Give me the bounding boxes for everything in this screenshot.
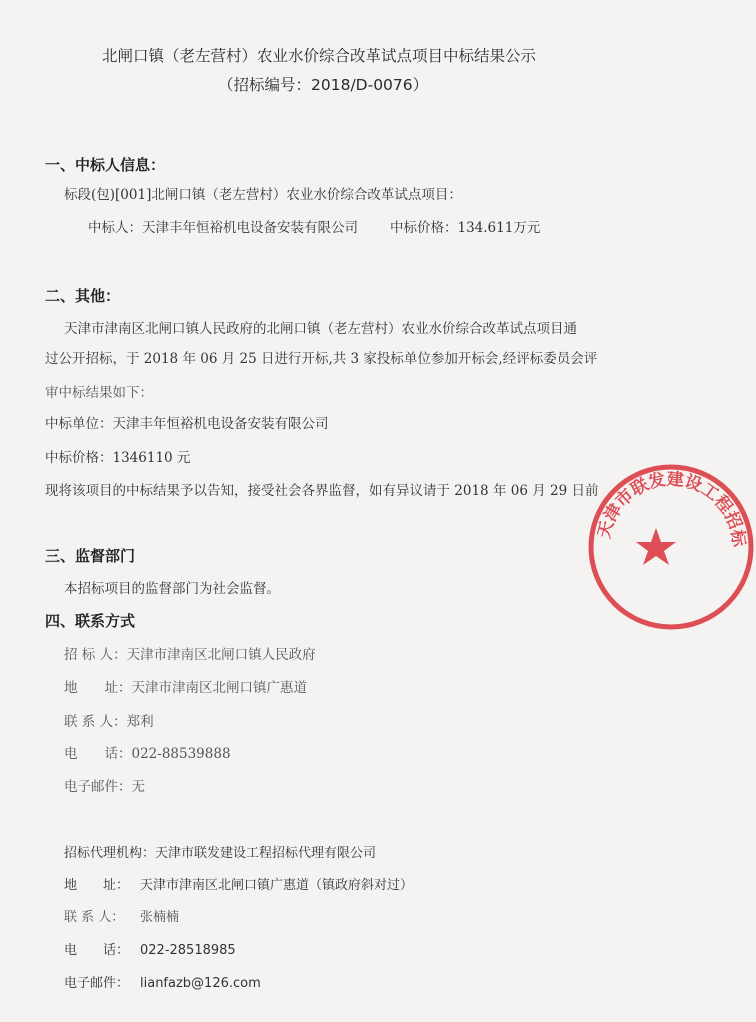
company-seal: [586, 462, 756, 632]
paragraph-line-2: 过公开招标，于 2018 年 06 月 25 日进行开标,共 3 家投标单位参加开标会,经评标委员会评: [45, 351, 598, 367]
tenderer-email: 电子邮件：无: [64, 779, 145, 795]
tenderer-name: 招 标 人：天津市津南区北闸口镇人民政府: [64, 647, 316, 663]
winning-price: 中标价格：1346110 元: [45, 450, 191, 466]
section-2-heading: 二、其他：: [45, 287, 121, 305]
agency-contact-label: 联 系 人：: [64, 910, 125, 925]
paragraph-line-3: 审中标结果如下：: [45, 385, 153, 401]
tenderer-contact: 联 系 人：郑利: [64, 714, 154, 730]
agency-address: 天津市津南区北闸口镇广惠道（镇政府斜对过）: [140, 878, 414, 893]
agency-address-label: 地 址：: [64, 878, 130, 893]
winner-name: 中标人：天津丰年恒裕机电设备安装有限公司: [88, 220, 358, 236]
winner-price: 中标价格：134.611万元: [390, 220, 541, 236]
seal-text: 天津市联发建设工程招标: [594, 469, 749, 548]
agency-contact: 张楠楠: [140, 910, 180, 925]
section-4-heading: 四、联系方式: [45, 612, 136, 630]
document-subtitle: （招标编号：2018/D-0076）: [218, 76, 429, 94]
tenderer-address: 地 址：天津市津南区北闸口镇广惠道: [64, 680, 307, 696]
agency-email: lianfazb@126.com: [140, 976, 261, 991]
supervision-text: 本招标项目的监督部门为社会监督。: [64, 581, 280, 597]
section-1-heading: 一、中标人信息：: [45, 156, 166, 174]
objection-notice: 现将该项目的中标结果予以告知，接受社会各界监督，如有异议请于 2018 年 06 月 29 日前: [45, 483, 599, 499]
agency-email-label: 电子邮件：: [64, 976, 130, 991]
seal-star-icon: [636, 528, 676, 565]
tenderer-phone: 电 话：022-88539888: [64, 746, 231, 762]
agency-phone: 022-28518985: [140, 943, 236, 958]
paragraph-line-1: 天津市津南区北闸口镇人民政府的北闸口镇（老左营村）农业水价综合改革试点项目通: [64, 321, 577, 337]
winning-unit: 中标单位：天津丰年恒裕机电设备安装有限公司: [45, 416, 329, 432]
seal-ring: [591, 467, 751, 627]
agency-phone-label: 电 话：: [64, 943, 130, 958]
agency-name: 招标代理机构：天津市联发建设工程招标代理有限公司: [64, 846, 377, 861]
lot-description: 标段(包)[001]北闸口镇（老左营村）农业水价综合改革试点项目：: [64, 187, 462, 203]
document-title: 北闸口镇（老左营村）农业水价综合改革试点项目中标结果公示: [102, 47, 537, 65]
section-3-heading: 三、监督部门: [45, 547, 136, 565]
